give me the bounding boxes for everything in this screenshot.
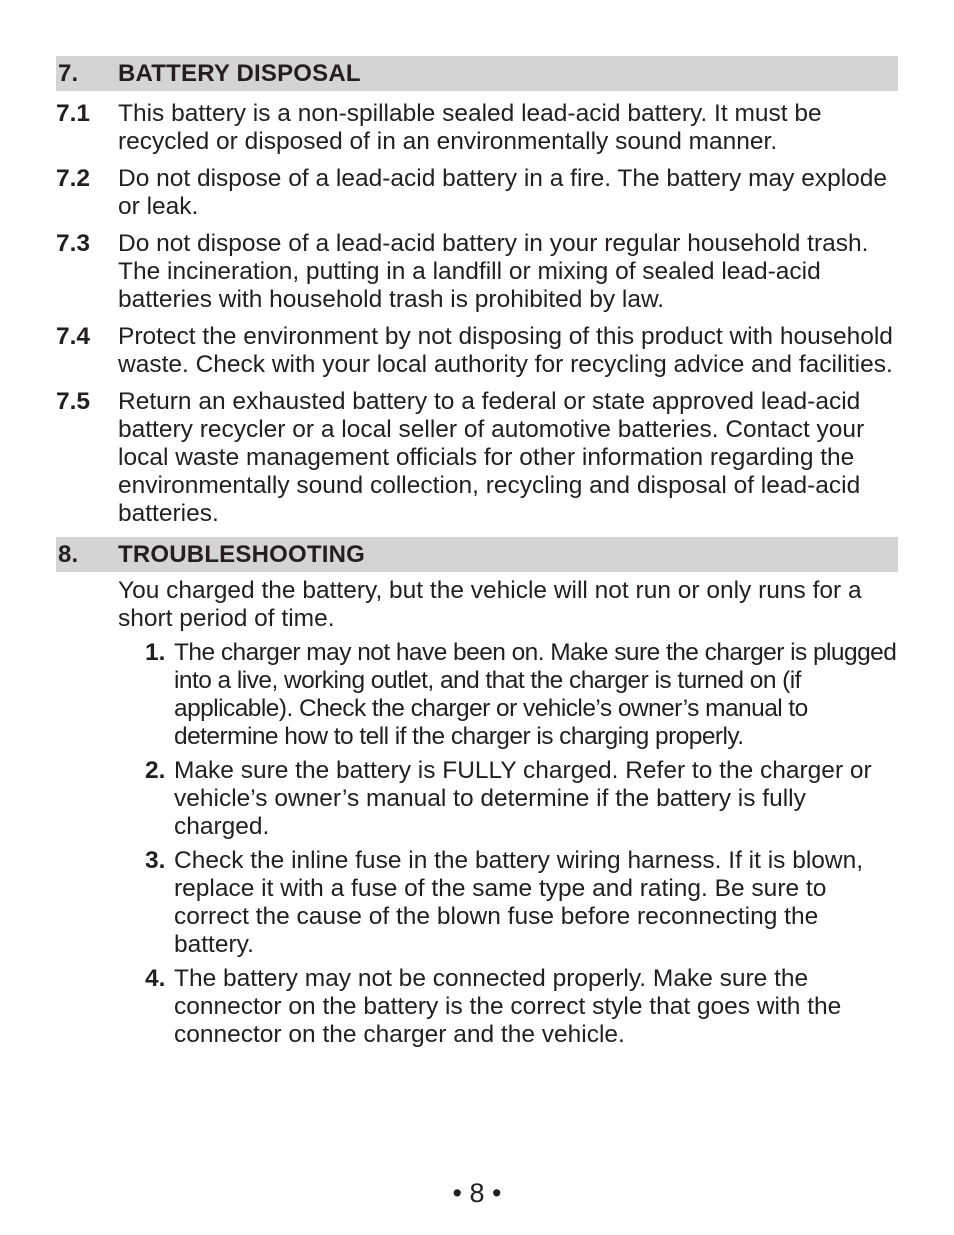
item-text: Return an exhausted battery to a federal or state approved lead-acid battery recycler or a local seller of automotive batteries. Contact your local waste management officials for other information regarding the environmentally sound collection, recycling and disposal of lead-acid batteries. [118, 388, 865, 527]
troubleshooting-step [145, 965, 898, 1049]
item-text: This battery is a non-spillable sealed lead-acid battery. It must be recycled or disposed of in an environmentally sound manner. [118, 100, 822, 155]
list-item [56, 230, 898, 314]
troubleshooting-step [145, 639, 898, 751]
section-7-header [56, 56, 898, 91]
troubleshooting-step [145, 847, 898, 959]
item-number: 7.4 [56, 323, 91, 350]
item-number: 7.2 [56, 165, 91, 192]
section-number: 7. [58, 59, 79, 87]
list-item [56, 100, 898, 156]
page-number: • 8 • [452, 1178, 502, 1208]
section-title: TROUBLESHOOTING [118, 540, 365, 568]
step-text: Check the inline fuse in the battery wiring harness. If it is blown, replace it with a fuse of the same type and rating. Be sure to correct the cause of the blown fuse before reconnecting the battery. [174, 847, 864, 958]
step-text: Make sure the battery is FULLY charged. Refer to the charger or vehicle’s owner’s manual to determine if the battery is fully charged. [174, 757, 872, 840]
item-text: Protect the environment by not disposing of this product with household waste. Check with your local authority for recycling advice and facilities. [118, 323, 893, 378]
item-number: 7.5 [56, 388, 91, 415]
troubleshooting-step [145, 757, 898, 841]
list-item [56, 388, 898, 528]
section-number: 8. [58, 540, 79, 568]
section-8-header [56, 537, 898, 572]
section-title: BATTERY DISPOSAL [118, 59, 361, 87]
troubleshooting-intro: You charged the battery, but the vehicle will not run or only runs for a short period of time. [118, 577, 862, 632]
step-text: The charger may not have been on. Make sure the charger is plugged into a live, working outlet, and that the charger is turned on (if applicable). Check the charger or vehicle’s owner’s manual to determine how to tell if the charger is charging properly. [174, 639, 897, 750]
list-item [56, 165, 898, 221]
step-number: 4. [145, 965, 166, 992]
item-text: Do not dispose of a lead-acid battery in your regular household trash. The incineration, putting in a landfill or mixing of sealed lead-acid batteries with household trash is prohibited by law. [118, 230, 869, 313]
list-item [56, 323, 898, 379]
item-number: 7.1 [56, 100, 91, 127]
manual-page [56, 56, 898, 1049]
item-text: Do not dispose of a lead-acid battery in a fire. The battery may explode or leak. [118, 165, 888, 220]
step-number: 1. [145, 639, 166, 666]
step-number: 3. [145, 847, 166, 874]
item-number: 7.3 [56, 230, 91, 257]
step-number: 2. [145, 757, 166, 784]
step-text: The battery may not be connected properly. Make sure the connector on the battery is the correct style that goes with the connector on the charger and the vehicle. [174, 965, 842, 1048]
